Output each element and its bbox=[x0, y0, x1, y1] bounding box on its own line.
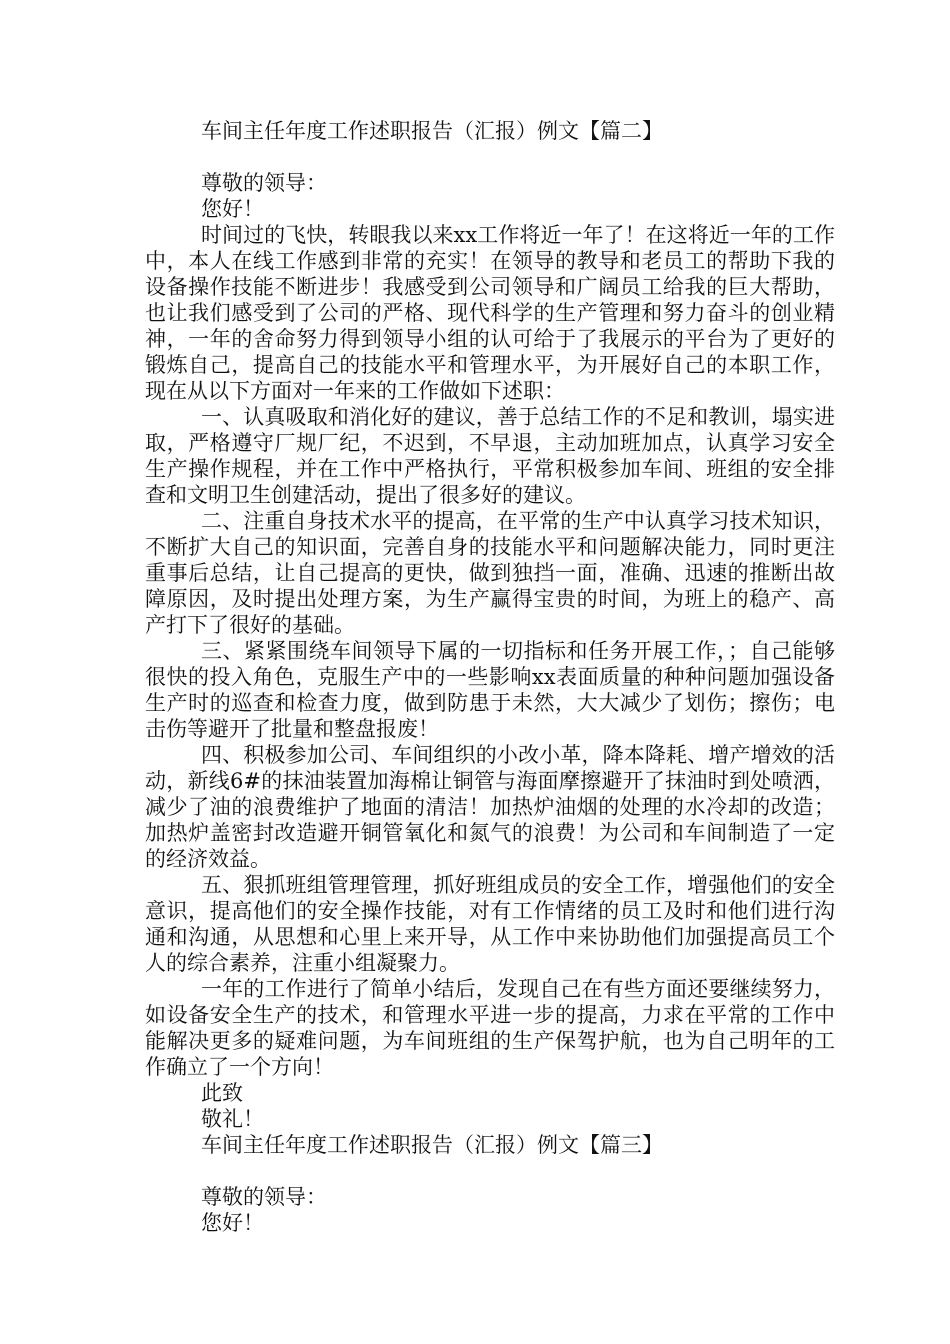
paragraph-point-4: 四、积极参加公司、车间组织的小改小革，降本降耗、增产增效的活动，新线6#的抹油装置加海棉让铜管与海面摩擦避开了抹油时到处喷洒，减少了油的浪费维护了地面的清洁！加热炉油烟的处理的水冷却的改造；加热炉盖密封改造避开铜管氧化和氮气的浪费！为公司和车间制造了一定的经济效益。 bbox=[145, 743, 835, 871]
section-title-part-3: 车间主任年度工作述职报告（汇报）例文【篇三】 bbox=[201, 1133, 663, 1157]
salutation: 尊敬的领导： bbox=[201, 171, 327, 195]
closing-line-2: 敬礼！ bbox=[201, 1107, 264, 1131]
paragraph-point-2: 二、注重自身技术水平的提高，在平常的生产中认真学习技术知识，不断扩大自己的知识面，完善自身的技能水平和问题解决能力，同时更注重事后总结，让自己提高的更快，做到独挡一面，准确、迅速的推断出故障原因，及时提出处理方案，为生产赢得宝贵的时间，为班上的稳产、高产打下了很好的基础。 bbox=[145, 509, 835, 637]
section-3-greeting: 您好！ bbox=[201, 1211, 264, 1235]
greeting: 您好！ bbox=[201, 197, 264, 221]
section-3-salutation: 尊敬的领导： bbox=[201, 1185, 327, 1209]
blank-line bbox=[145, 1158, 835, 1184]
paragraph-intro: 时间过的飞快，转眼我以来xx工作将近一年了！在这将近一年的工作中，本人在线工作感到非常的充实！在领导的教导和老员工的帮助下我的设备操作技能不断进步！我感受到公司领导和广阔员工给我的巨大帮助，也让我们感受到了公司的严格、现代科学的生产管理和努力奋斗的创业精神，一年的舍命努力得到领导小组的认可给于了我展示的平台为了更好的锻炼自己，提高自己的技能水平和管理水平，为开展好自己的本职工作，现在从以下方面对一年来的工作做如下述职： bbox=[145, 223, 835, 403]
paragraph-point-3: 三、紧紧围绕车间领导下属的一切指标和任务开展工作，；自己能够很快的投入角色，克服生产中的一些影响xx表面质量的种种问题加强设备生产时的巡查和检查力度，做到防患于未然，大大减少了划伤；擦伤；电击伤等避开了批量和整盘报废！ bbox=[145, 639, 835, 741]
paragraph-summary: 一年的工作进行了简单小结后，发现自己在有些方面还要继续努力，如设备安全生产的技术，和管理水平进一步的提高，力求在平常的工作中能解决更多的疑难问题，为车间班组的生产保驾护航，也为自己明年的工作确立了一个方向！ bbox=[145, 977, 835, 1079]
paragraph-point-1: 一、认真吸取和消化好的建议，善于总结工作的不足和教训，塌实进取，严格遵守厂规厂纪，不迟到，不早退，主动加班加点，认真学习安全生产操作规程，并在工作中严格执行，平常积极参加车间、班组的安全排查和文明卫生创建活动，提出了很多好的建议。 bbox=[145, 405, 835, 507]
section-title-part-2: 车间主任年度工作述职报告（汇报）例文【篇二】 bbox=[201, 119, 663, 143]
document-body bbox=[145, 118, 835, 1236]
blank-line bbox=[145, 144, 835, 170]
paragraph-point-5: 五、狠抓班组管理管理，抓好班组成员的安全工作，增强他们的安全意识，提高他们的安全操作技能，对有工作情绪的员工及时和他们进行沟通和沟通，从思想和心里上来开导，从工作中来协助他们加强提高员工个人的综合素养，注重小组凝聚力。 bbox=[145, 873, 835, 975]
closing-line-1: 此致 bbox=[201, 1081, 243, 1105]
